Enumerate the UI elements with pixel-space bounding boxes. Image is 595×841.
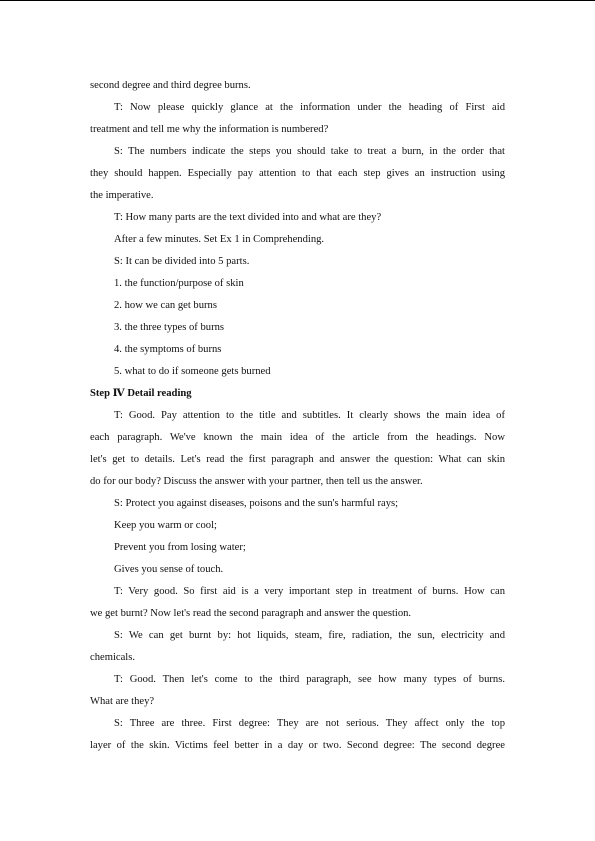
- text-line: T: Good. Pay attention to the title and subtitles. It clearly shows the main idea of: [114, 410, 505, 421]
- list-item: 4. the symptoms of burns: [114, 344, 222, 355]
- list-item: 2. how we can get burns: [114, 300, 217, 311]
- text-line: What are they?: [90, 696, 155, 707]
- text-line: second degree and third degree burns.: [90, 80, 251, 91]
- text-line: S: We can get burnt by: hot liquids, steam, fire, radiation, the sun, electricity and: [114, 630, 505, 641]
- text-line: S: Protect you against diseases, poisons and the sun's harmful rays;: [114, 498, 399, 509]
- text-line: the imperative.: [90, 190, 154, 201]
- text-line: After a few minutes. Set Ex 1 in Comprehending.: [114, 234, 325, 245]
- text-line: they should happen. Especially pay attention to that each step gives an instruction using: [90, 168, 505, 179]
- text-line: do for our body? Discuss the answer with your partner, then tell us the answer.: [90, 476, 423, 487]
- text-line: Prevent you from losing water;: [114, 542, 246, 553]
- text-line: T: Now please quickly glance at the information under the heading of First aid: [114, 102, 505, 113]
- list-item: 3. the three types of burns: [114, 322, 225, 333]
- text-line: T: Very good. So first aid is a very important step in treatment of burns. How can: [114, 586, 505, 597]
- text-line: S: Three are three. First degree: They are not serious. They affect only the top: [114, 718, 505, 729]
- text-line: T: How many parts are the text divided into and what are they?: [114, 212, 382, 223]
- text-line: let's get to details. Let's read the first paragraph and answer the question: What can skin: [90, 454, 505, 465]
- header-rule: [0, 0, 595, 1]
- text-line: chemicals.: [90, 652, 136, 663]
- text-line: S: The numbers indicate the steps you should take to treat a burn, in the order that: [114, 146, 505, 157]
- text-line: Gives you sense of touch.: [114, 564, 224, 575]
- text-line: each paragraph. We've known the main idea of the article from the headings. Now: [90, 432, 505, 443]
- text-line: S: It can be divided into 5 parts.: [114, 256, 250, 267]
- section-heading: Step Ⅳ Detail reading: [90, 388, 192, 399]
- list-item: 1. the function/purpose of skin: [114, 278, 244, 289]
- text-line: Keep you warm or cool;: [114, 520, 217, 531]
- document-body: [90, 78, 505, 760]
- text-line: layer of the skin. Victims feel better in a day or two. Second degree: The second degree: [90, 740, 505, 751]
- text-line: T: Good. Then let's come to the third paragraph, see how many types of burns.: [114, 674, 505, 685]
- text-line: we get burnt? Now let's read the second paragraph and answer the question.: [90, 608, 412, 619]
- list-item: 5. what to do if someone gets burned: [114, 366, 271, 377]
- text-line: treatment and tell me why the information is numbered?: [90, 124, 329, 135]
